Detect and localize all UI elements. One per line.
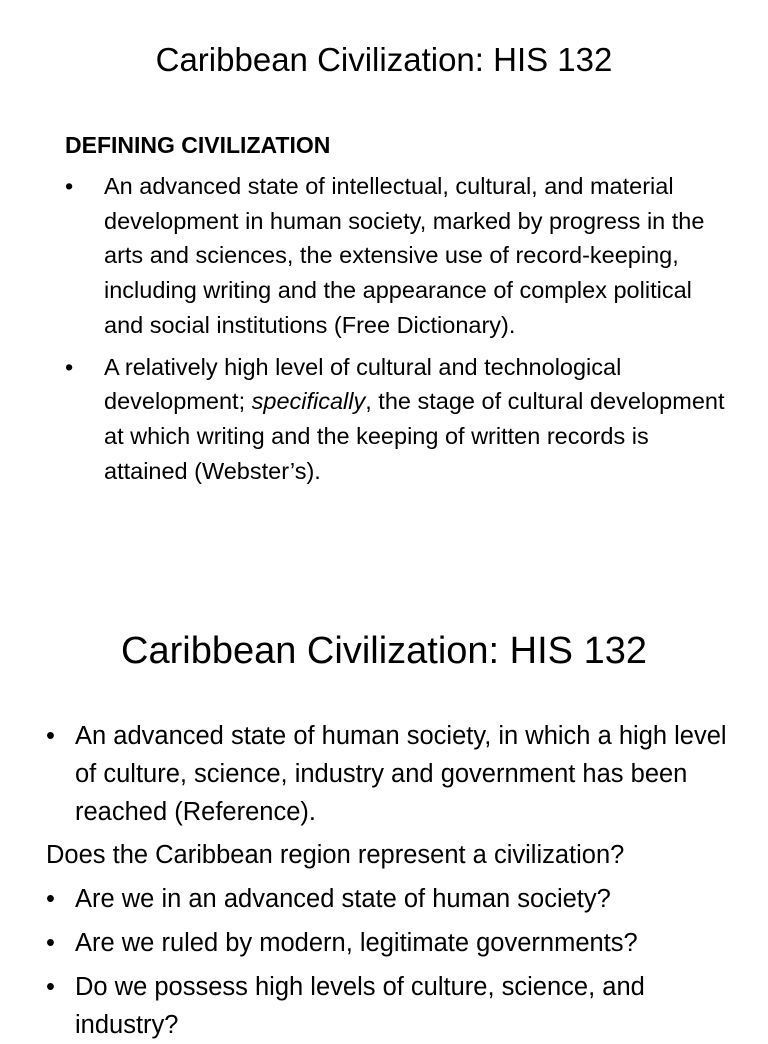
bullet-icon: •: [46, 722, 55, 750]
list-item: [65, 350, 725, 489]
list-item: [46, 924, 746, 962]
list-item: [46, 717, 746, 831]
section-heading: DEFINING CIVILIZATION: [65, 132, 331, 158]
bullet-icon: •: [46, 929, 55, 957]
definition-list: [65, 169, 725, 488]
list-item: [65, 169, 725, 343]
bullet-icon: •: [46, 885, 55, 913]
definition-text-end: , the stage of cultural development at which writing and the keeping of written records is attained (Webster’s).: [104, 388, 725, 484]
list-item: [46, 880, 746, 918]
list-item: [46, 968, 746, 1044]
question-item-text: Do we possess high levels of culture, science, and industry?: [75, 973, 645, 1039]
question-item-text: Are we ruled by modern, legitimate governments?: [75, 929, 638, 957]
slide-2-title: Caribbean Civilization: HIS 132: [121, 630, 647, 672]
definition-text-start: A relatively high level of cultural and technological development;: [104, 353, 622, 415]
question-item-text: Are we in an advanced state of human society?: [75, 885, 611, 913]
bullet-icon: •: [65, 353, 74, 380]
slide-2: [0, 600, 768, 1039]
slide-1-title: Caribbean Civilization: HIS 132: [155, 41, 613, 78]
bullet-icon: •: [65, 173, 74, 199]
intro-list: [46, 717, 746, 831]
question-text: Does the Caribbean region represent a civilization?: [46, 841, 625, 869]
definition-emphasis: specifically: [251, 388, 366, 415]
question-list: [46, 880, 746, 1044]
definition-text: An advanced state of human society, in which a high level of culture, science, industry and government has been reached (Reference).: [75, 722, 727, 826]
bullet-icon: •: [46, 973, 55, 1001]
definition-text: An advanced state of intellectual, cultural, and material development in human society, marked by progress in the arts and sciences, the extensive use of record-keeping, including writing and the appearance of complex political and social institutions (Free Dictionary).: [104, 173, 705, 338]
